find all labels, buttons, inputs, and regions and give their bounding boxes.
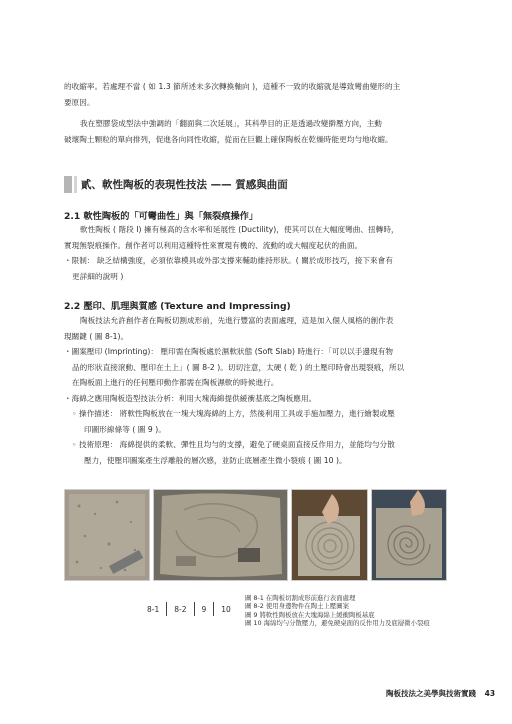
figure-label: 8-1 <box>147 604 160 614</box>
text-line: 實現無裂痕操作。創作者可以利用這種特性來實現有機的、流動的或大幅度起伏的曲面。 <box>64 240 363 250</box>
section-heading-marker <box>64 176 72 193</box>
text-line: 我在塑膠袋成型法中強調的「翻面與二次延展」，其科學目的正是透過改變擀壓方向，主動 <box>80 119 382 128</box>
sub-bullet-operation: ◦ 操作描述： 將軟性陶板放在一塊大塊海綿的上方，然後利用工具或手施加壓力，進行繪製或壓 <box>72 409 395 418</box>
figure-8-2-photo <box>153 489 288 581</box>
book-title: 陶板技法之美學與技術實踐 <box>386 689 476 698</box>
text-line: 軟性陶板 ( 階段 I) 擁有極高的含水率和延展性 (Ductility)，使其可以在大幅度彎曲、扭轉時， <box>80 225 399 234</box>
subsection-heading-2-2: 2.2 壓印、肌理與質感 (Texture and Impressing) <box>64 301 291 312</box>
text-line: 的收縮率。若處理不當 ( 如 1.3 節所述未多次轉換軸向 )，這種不一致的收縮就是導致彎曲變形的主 <box>64 82 401 91</box>
text-line: 陶板技法允許創作者在陶板切割成形前，先進行豐富的表面處理，這是加入個人風格的創作表 <box>80 316 394 325</box>
figure-label: 10 <box>221 604 231 614</box>
subsection-2-2-body <box>64 313 454 468</box>
text-line: 破壞陶土顆粒的單向排列，促進各向同性收縮，從而在巨觀上確保陶板在乾燥時能更均勻地收縮。 <box>64 134 393 144</box>
figure-labels <box>140 602 238 616</box>
intro-paragraph-2 <box>64 116 454 147</box>
figure-captions <box>245 594 430 628</box>
page-number: 43 <box>484 689 496 698</box>
text-line: 在陶板面上進行的任何壓印動作都需在陶板濕軟的時候進行。 <box>72 378 279 387</box>
caption-line: 圖 8-1 在陶板切割成形前進行表面處理 <box>245 594 356 602</box>
section-heading: 貳、軟性陶板的表現性技法 —— 質感與曲面 <box>81 179 288 191</box>
bullet-imprinting: ・圖案壓印 (Imprinting)： 壓印需在陶板處於濕軟狀態 (Soft Slab) 時進行：「可以以手邊現有物 <box>64 347 394 356</box>
figure-label: 9 <box>201 604 207 614</box>
text-line: 壓力，使壓印圖案產生浮雕般的層次感，並防止底層產生微小裂痕 ( 圖 10 )。 <box>84 455 347 465</box>
intro-paragraph-1 <box>64 79 454 110</box>
text-line: 印圖形線條等 ( 圖 9 )。 <box>84 424 166 434</box>
sub-bullet-principle: ◦ 技術原理： 海綿提供的柔軟、彈性且均勻的支撐，避免了硬桌面直接反作用力，並能均勻分散 <box>72 440 395 449</box>
figure-label: 8-2 <box>174 604 187 614</box>
caption-line: 圖 10 海綿均勻分散壓力，避免硬桌面的反作用力及底層微小裂痕 <box>245 619 430 628</box>
caption-line: 圖 8-2 使用身邊物件在陶土上壓圖案 <box>245 602 349 611</box>
subsection-heading-2-1: 2.1 軟性陶板的「可彎曲性」與「無裂痕操作」 <box>64 211 259 222</box>
bullet-sponge: ・海綿之應用陶板造型技法分析：利用大塊海綿提供緩衝基底之陶板應用。 <box>64 393 317 403</box>
subsection-2-1-body <box>64 222 454 284</box>
figure-9-photo <box>291 489 368 581</box>
figure-10-photo <box>371 489 447 581</box>
text-line: 要原因。 <box>64 97 95 107</box>
page-footer <box>386 688 495 699</box>
text-line: 品的形狀直接滾動、壓印在土上」( 圖 8-2 )。切切注意，太硬 ( 乾 ) 的土壓印時會出現裂痕，所以 <box>72 362 405 372</box>
figure-8-1-photo <box>64 489 150 581</box>
caption-line: 圖 9 將軟性陶板放在大塊海綿上緩衝陶板基底 <box>245 610 375 619</box>
text-line: 現關鍵 ( 圖 8-1)。 <box>64 331 129 341</box>
bullet-limitation: ・限制： 缺乏結構強度，必須依靠模具或外部支撐來輔助維持形狀。( 關於成形技巧，接下來會有 <box>64 256 393 265</box>
text-line: 更詳細的說明 ) <box>72 271 124 281</box>
